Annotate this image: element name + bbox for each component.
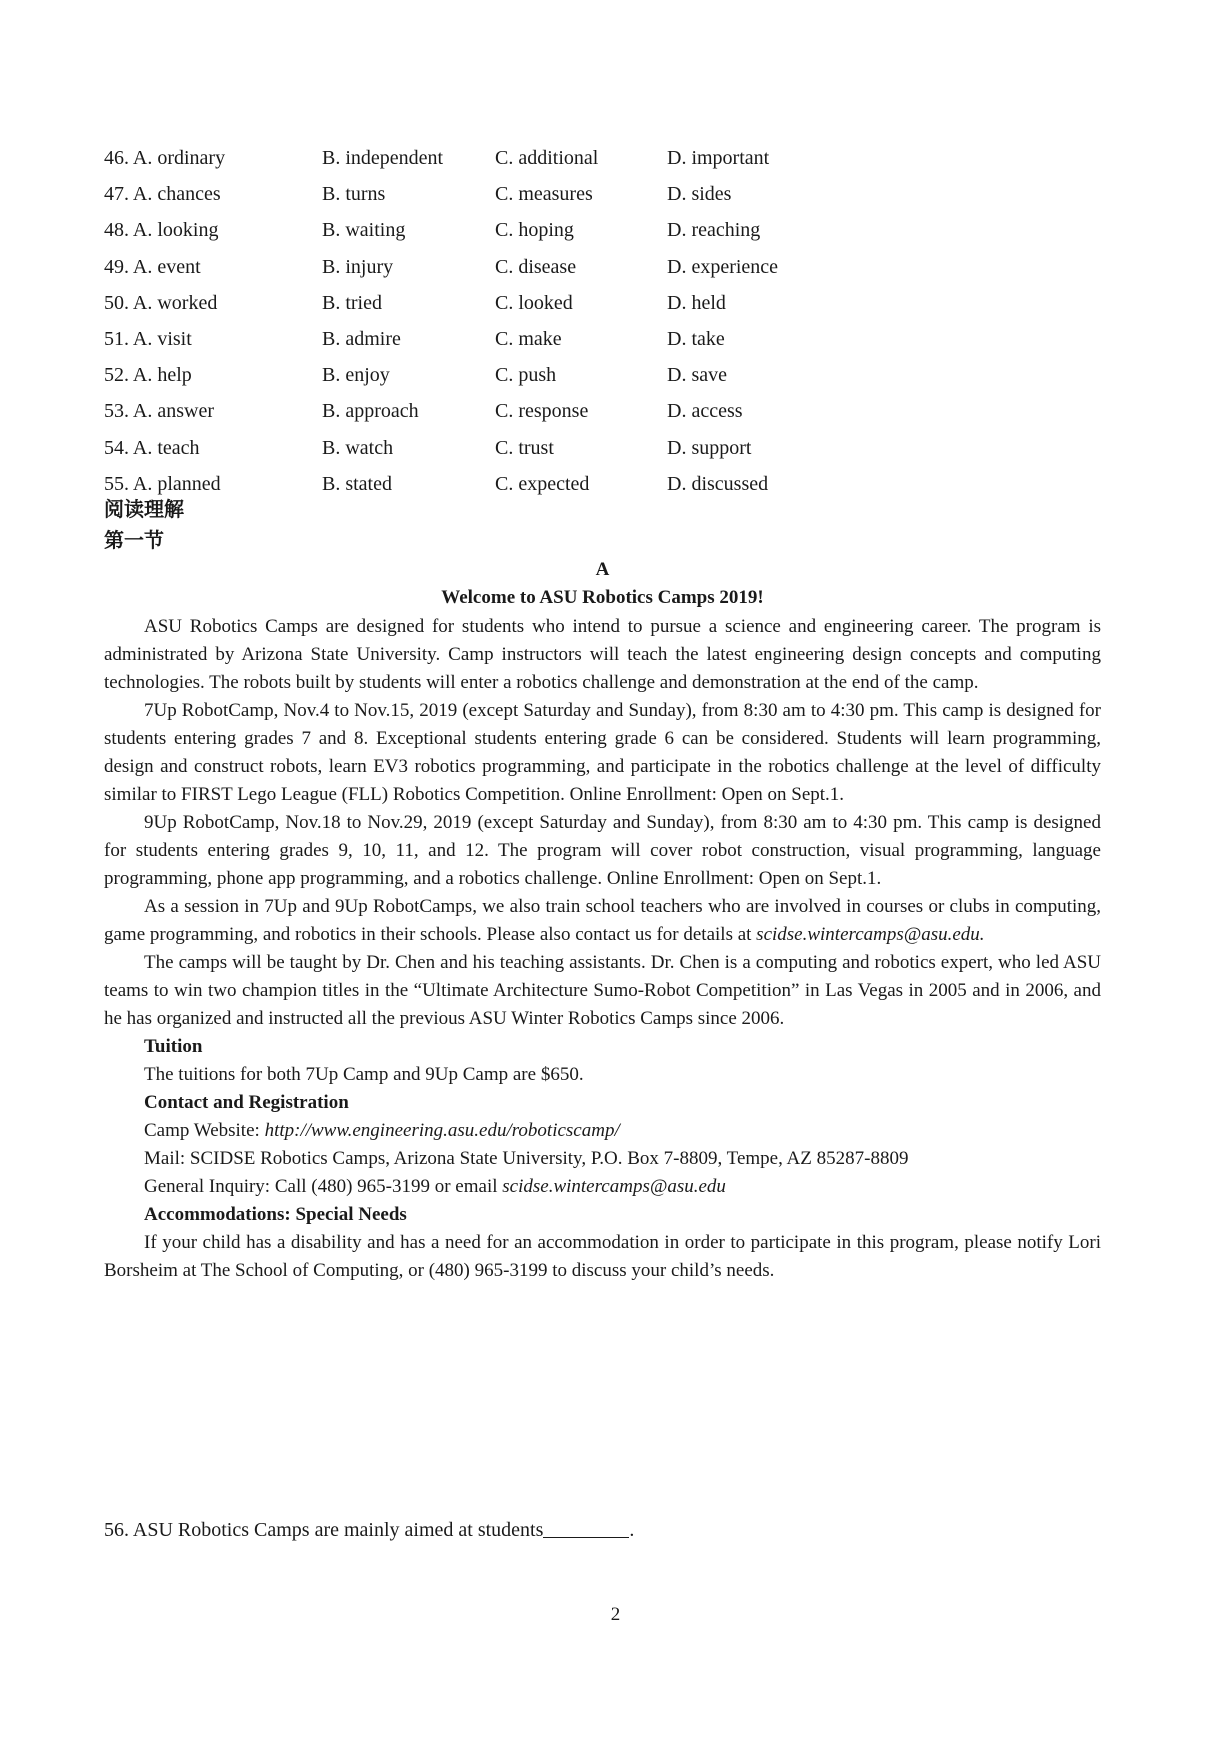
option-c: C. expected [495, 472, 590, 495]
contact-email: scidse.wintercamps@asu.edu. [756, 924, 985, 945]
passage-title: Welcome to ASU Robotics Camps 2019! [441, 587, 764, 608]
option-a: 48. A. looking [104, 219, 219, 242]
paragraph-7up-camp: 7Up RobotCamp, Nov.4 to Nov.15, 2019 (except Saturday and Sunday), from 8:30 am to 4:30 pm. This camp is designed for students entering grades 7 and 8. Exceptional students entering grade 6 can be considered. Students will learn programming, design and construct robots, learn EV3 robotics programming, and participate in the robotics challenge at the level of difficulty similar to FIRST Lego League (FLL) Robotics Competition. Online Enrollment: Open on Sept.1. [104, 700, 1101, 805]
contact-heading: Contact and Registration [144, 1092, 349, 1113]
option-a: 53. A. answer [104, 400, 214, 423]
page-number: 2 [610, 1604, 621, 1625]
option-a: 47. A. chances [104, 183, 221, 206]
inquiry-label: General Inquiry: Call (480) 965-3199 or email [144, 1176, 503, 1197]
inquiry-email: scidse.wintercamps@asu.edu [502, 1176, 726, 1197]
option-a: 49. A. event [104, 255, 201, 278]
option-a: 46. A. ordinary [104, 147, 226, 169]
option-c: C. response [495, 400, 589, 423]
option-b: B. turns [322, 183, 386, 206]
option-b: B. watch [322, 436, 394, 459]
question-end: . [629, 1519, 635, 1541]
reading-passage [104, 556, 1101, 1285]
tuition-text: The tuitions for both 7Up Camp and 9Up Camp are $650. [144, 1064, 584, 1085]
paragraph-dr-chen: The camps will be taught by Dr. Chen and his teaching assistants. Dr. Chen is a computing and robotics expert, who led ASU teams to win two champion titles in the “Ultimate Architecture Sumo-Robot Competition” in Las Vegas in 2005 and in 2006, and he has organized and instructed all the previous ASU Winter Robotics Camps since 2006. [104, 952, 1101, 1029]
paragraph-intro: ASU Robotics Camps are designed for students who intend to pursue a science and engineering career. The program is administrated by Arizona State University. Camp instructors will teach the latest engineering design concepts and computing technologies. The robots built by students will enter a robotics challenge and demonstration at the end of the camp. [104, 616, 1101, 693]
teachers-text: As a session in 7Up and 9Up RobotCamps, we also train school teachers who are involved in courses or clubs in computing, game programming, and robotics in their schools. Please also contact us for details at [104, 896, 1101, 945]
option-a: 50. A. worked [104, 291, 218, 314]
option-c: C. make [495, 327, 562, 350]
option-d: D. discussed [667, 472, 769, 495]
option-a: 54. A. teach [104, 436, 200, 459]
option-b: B. admire [322, 327, 401, 350]
accommodations-heading: Accommodations: Special Needs [144, 1204, 407, 1225]
option-b: B. enjoy [322, 364, 390, 387]
passage-letter: A [595, 559, 610, 580]
option-d: D. support [667, 436, 752, 459]
option-c: C. measures [495, 183, 593, 206]
option-b: B. tried [322, 291, 382, 314]
option-c: C. additional [495, 147, 599, 169]
option-d: D. reaching [667, 219, 761, 242]
mail-line: Mail: SCIDSE Robotics Camps, Arizona State University, P.O. Box 7-8809, Tempe, AZ 85287-8809 [144, 1148, 909, 1169]
option-d: D. sides [667, 183, 732, 206]
option-d: D. experience [667, 255, 779, 278]
option-b: B. stated [322, 472, 392, 495]
paragraph-9up-camp: 9Up RobotCamp, Nov.18 to Nov.29, 2019 (except Saturday and Sunday), from 8:30 am to 4:30 pm. This camp is designed for students entering grades 9, 10, 11, and 12. The program will cover robot construction, visual programming, language programming, phone app programming, and a robotics challenge. Online Enrollment: Open on Sept.1. [104, 812, 1101, 889]
option-d: D. important [667, 147, 770, 169]
option-a: 51. A. visit [104, 327, 192, 350]
question-text: 56. ASU Robotics Camps are mainly aimed at students [104, 1519, 544, 1541]
option-c: C. push [495, 364, 557, 387]
camp-website-line [104, 1117, 1101, 1145]
website-label: Camp Website: [144, 1120, 265, 1141]
option-c: C. trust [495, 436, 554, 459]
option-d: D. access [667, 400, 743, 423]
option-c: C. hoping [495, 219, 574, 242]
option-c: C. disease [495, 255, 577, 278]
option-a: 52. A. help [104, 364, 192, 387]
accommodations-text: If your child has a disability and has a need for an accommodation in order to participate in this program, please notify Lori Borsheim at The School of Computing, or (480) 965-3199 to discuss your child’s needs. [104, 1232, 1101, 1281]
question-56 [104, 1519, 634, 1542]
option-b: B. independent [322, 147, 444, 169]
answer-blank [543, 1519, 629, 1538]
website-url: http://www.engineering.asu.edu/roboticscamp/ [264, 1120, 620, 1141]
option-b: B. injury [322, 255, 394, 278]
option-d: D. save [667, 364, 727, 387]
option-a: 55. A. planned [104, 472, 221, 495]
option-b: B. waiting [322, 219, 406, 242]
option-d: D. take [667, 327, 725, 350]
paragraph-teachers [104, 893, 1101, 949]
section-subheading: 第一节 [104, 528, 164, 552]
general-inquiry-line [104, 1173, 1101, 1201]
option-d: D. held [667, 291, 726, 314]
tuition-heading: Tuition [144, 1036, 203, 1057]
option-c: C. looked [495, 291, 573, 314]
section-heading: 阅读理解 [104, 497, 184, 521]
option-b: B. approach [322, 400, 419, 423]
